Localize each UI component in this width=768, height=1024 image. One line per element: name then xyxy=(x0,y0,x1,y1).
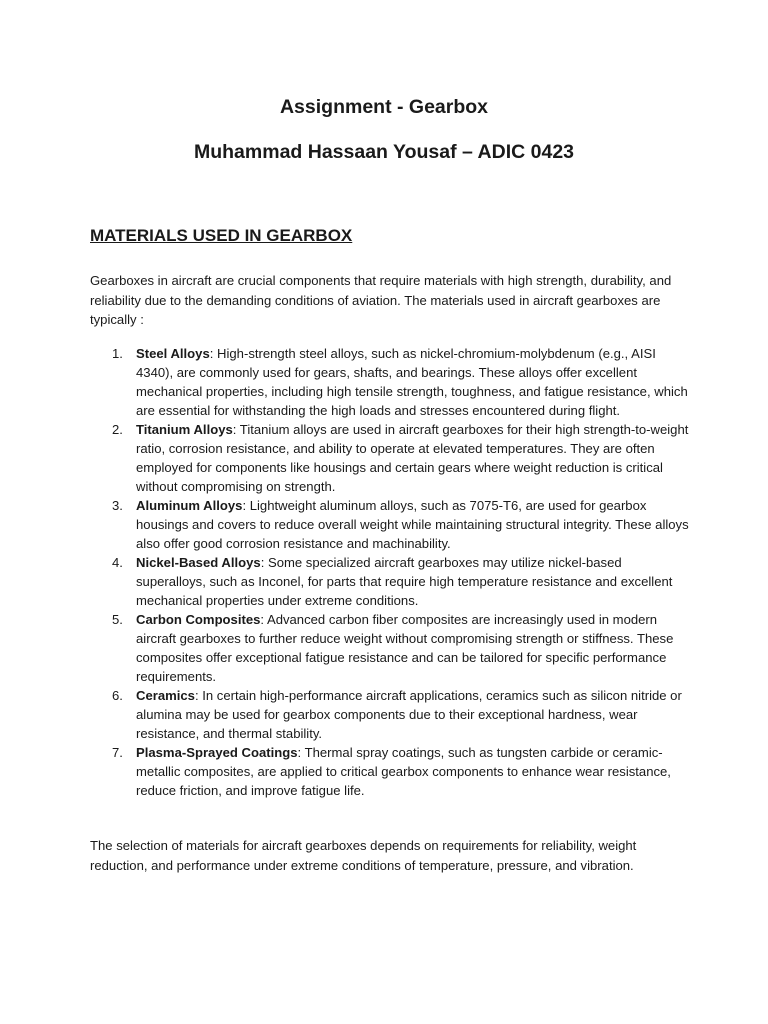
list-item-description: : High-strength steel alloys, such as nickel-chromium-molybdenum (e.g., AISI 4340), are commonly used for gears, shafts, and bearings. These alloys offer excellent mechanical properties, including high tensile strength, toughness, and fatigue resistance, which are essential for withstanding the high loads and stresses encountered during flight. xyxy=(136,346,688,418)
list-item xyxy=(90,610,690,686)
list-item-description: : Some specialized aircraft gearboxes may utilize nickel-based superalloys, such as Inconel, for parts that require high temperature resistance and excellent mechanical properties under extreme conditions. xyxy=(136,555,673,608)
list-item-number: 4. xyxy=(112,555,123,570)
list-item-name: Nickel-Based Alloys xyxy=(136,555,261,570)
list-item-name: Aluminum Alloys xyxy=(136,498,243,513)
list-item xyxy=(90,743,690,800)
list-item-description: : Titanium alloys are used in aircraft gearboxes for their high strength-to-weight ratio, corrosion resistance, and ability to operate at elevated temperatures. They are often employed for components like housings and certain gears where weight reduction is critical without compromising on strength. xyxy=(136,422,689,494)
list-item-name: Steel Alloys xyxy=(136,346,210,361)
list-item-name: Ceramics xyxy=(136,688,195,703)
list-item-description: : Lightweight aluminum alloys, such as 7075-T6, are used for gearbox housings and covers to reduce overall weight while maintaining structural integrity. These alloys also offer good corrosion resistance and machinability. xyxy=(136,498,689,551)
list-item xyxy=(90,553,690,610)
list-item xyxy=(90,344,690,420)
list-item-number: 7. xyxy=(112,745,123,760)
list-item-description: : In certain high-performance aircraft applications, ceramics such as silicon nitride or alumina may be used for gearbox components due to their exceptional hardness, wear resistance, and thermal stability. xyxy=(136,688,682,741)
intro-paragraph: Gearboxes in aircraft are crucial components that require materials with high strength, durability, and reliability due to the demanding conditions of aviation. The materials used in aircraft gearboxes are typically : xyxy=(90,273,672,328)
author-line: Muhammad Hassaan Yousaf – ADIC 0423 xyxy=(193,141,575,163)
list-item-name: Plasma-Sprayed Coatings xyxy=(136,745,298,760)
materials-list xyxy=(90,344,690,800)
list-item xyxy=(90,496,690,553)
list-item xyxy=(90,686,690,743)
section-heading: MATERIALS USED IN GEARBOX xyxy=(90,226,353,245)
list-item-number: 6. xyxy=(112,688,123,703)
document-title: Assignment - Gearbox xyxy=(279,96,489,118)
list-item-number: 5. xyxy=(112,612,123,627)
list-item-description: : Thermal spray coatings, such as tungsten carbide or ceramic-metallic composites, are applied to critical gearbox components to enhance wear resistance, reduce friction, and improve fatigue life. xyxy=(136,745,671,798)
list-item-name: Titanium Alloys xyxy=(136,422,233,437)
list-item-number: 2. xyxy=(112,422,123,437)
list-item xyxy=(90,420,690,496)
list-item-name: Carbon Composites xyxy=(136,612,261,627)
closing-paragraph: The selection of materials for aircraft gearboxes depends on requirements for reliability, weight reduction, and performance under extreme conditions of temperature, pressure, and vibration. xyxy=(90,838,637,873)
list-item-description: : Advanced carbon fiber composites are increasingly used in modern aircraft gearboxes to further reduce weight without compromising strength or stiffness. These composites offer exceptional fatigue resistance and can be tailored for specific performance requirements. xyxy=(136,612,674,684)
list-item-number: 1. xyxy=(112,346,123,361)
list-item-number: 3. xyxy=(112,498,123,513)
